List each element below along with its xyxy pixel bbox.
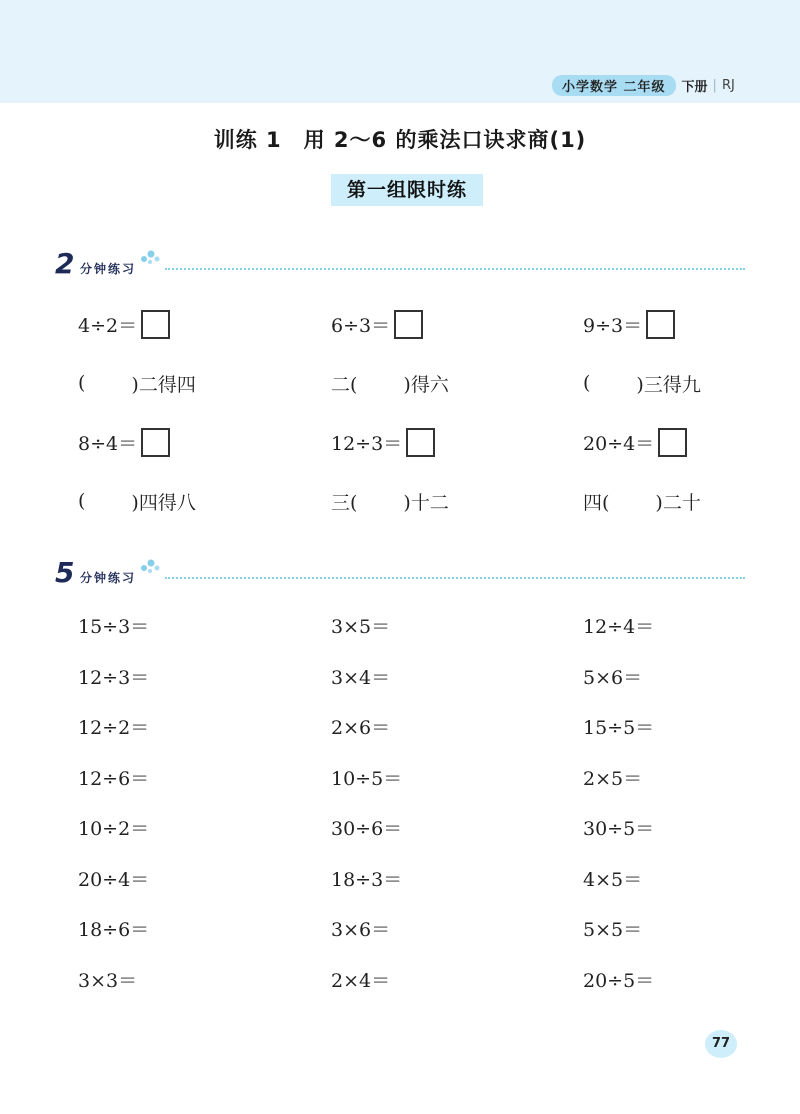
calculation-item[interactable]: 10÷5＝ bbox=[331, 767, 403, 790]
equation-text: 4÷2＝ bbox=[78, 314, 138, 337]
equation-text: 12÷3＝ bbox=[331, 432, 403, 455]
header-separator: | bbox=[712, 77, 717, 93]
calculation-item[interactable]: 20÷5＝ bbox=[583, 969, 655, 992]
calculation-item[interactable]: 18÷3＝ bbox=[331, 868, 403, 891]
calculation-item[interactable]: 3×5＝ bbox=[331, 615, 391, 638]
calculation-item[interactable]: 5×6＝ bbox=[583, 666, 643, 689]
answer-box[interactable] bbox=[394, 310, 423, 339]
division-with-box bbox=[78, 306, 170, 342]
exercise-row bbox=[0, 365, 800, 401]
calculation-item[interactable]: 3×4＝ bbox=[331, 666, 391, 689]
rhyme-suffix: )得六 bbox=[403, 373, 449, 396]
calculation-item[interactable]: 30÷5＝ bbox=[583, 817, 655, 840]
header-tag bbox=[552, 75, 735, 95]
section-divider bbox=[165, 577, 745, 579]
section-two-number: 2 bbox=[55, 247, 75, 280]
splash-icon bbox=[138, 247, 162, 267]
equation-text: 9÷3＝ bbox=[583, 314, 643, 337]
rhyme-suffix: )三得九 bbox=[636, 373, 701, 396]
multiplication-rhyme bbox=[78, 365, 196, 401]
page-number: 77 bbox=[705, 1030, 737, 1058]
exercise-row bbox=[0, 658, 800, 694]
rhyme-prefix: 四( bbox=[583, 491, 610, 514]
page-title: 训练 1 用 2～6 的乘法口诀求商(1) bbox=[213, 128, 587, 152]
division-with-box bbox=[331, 424, 435, 460]
multiplication-rhyme bbox=[583, 483, 701, 519]
calculation-item[interactable]: 2×4＝ bbox=[331, 969, 391, 992]
calculation-item[interactable]: 2×6＝ bbox=[331, 716, 391, 739]
rhyme-prefix: 三( bbox=[331, 491, 358, 514]
division-with-box bbox=[583, 306, 675, 342]
section-two-label: 分钟练习 bbox=[80, 262, 137, 276]
calculation-item[interactable]: 12÷4＝ bbox=[583, 615, 655, 638]
exercise-row bbox=[0, 759, 800, 795]
header-edition: RJ bbox=[721, 77, 735, 93]
calculation-item[interactable]: 3×6＝ bbox=[331, 918, 391, 941]
header-subject: 小学数学 二年级 bbox=[552, 75, 676, 96]
equation-text: 6÷3＝ bbox=[331, 314, 391, 337]
calculation-item[interactable]: 10÷2＝ bbox=[78, 817, 150, 840]
calculation-item[interactable]: 12÷6＝ bbox=[78, 767, 150, 790]
calculation-item[interactable]: 30÷6＝ bbox=[331, 817, 403, 840]
multiplication-rhyme bbox=[78, 483, 196, 519]
answer-box[interactable] bbox=[406, 428, 435, 457]
section-divider bbox=[165, 268, 745, 270]
section-five-number: 5 bbox=[55, 556, 75, 589]
group-title: 第一组限时练 bbox=[331, 174, 483, 206]
rhyme-suffix: )二十 bbox=[655, 491, 701, 514]
exercise-row bbox=[0, 860, 800, 896]
division-with-box bbox=[583, 424, 687, 460]
calculation-item[interactable]: 2×5＝ bbox=[583, 767, 643, 790]
exercise-row bbox=[0, 809, 800, 845]
rhyme-prefix: 二( bbox=[331, 373, 358, 396]
answer-box[interactable] bbox=[658, 428, 687, 457]
calculation-item[interactable]: 15÷5＝ bbox=[583, 716, 655, 739]
calculation-item[interactable]: 12÷2＝ bbox=[78, 716, 150, 739]
header-term: 下册 bbox=[681, 79, 708, 95]
division-with-box bbox=[78, 424, 170, 460]
exercise-row bbox=[0, 607, 800, 643]
section-five-label: 分钟练习 bbox=[80, 571, 137, 585]
rhyme-prefix: ( bbox=[78, 372, 86, 394]
exercise-row bbox=[0, 306, 800, 342]
calculation-item[interactable]: 15÷3＝ bbox=[78, 615, 150, 638]
exercise-row bbox=[0, 483, 800, 519]
rhyme-suffix: )二得四 bbox=[131, 373, 196, 396]
equation-text: 8÷4＝ bbox=[78, 432, 138, 455]
multiplication-rhyme bbox=[331, 365, 449, 401]
calculation-item[interactable]: 20÷4＝ bbox=[78, 868, 150, 891]
equation-text: 20÷4＝ bbox=[583, 432, 655, 455]
calculation-item[interactable]: 4×5＝ bbox=[583, 868, 643, 891]
exercise-row bbox=[0, 910, 800, 946]
division-with-box bbox=[331, 306, 423, 342]
answer-box[interactable] bbox=[141, 428, 170, 457]
exercise-row bbox=[0, 708, 800, 744]
exercise-row bbox=[0, 424, 800, 460]
answer-box[interactable] bbox=[141, 310, 170, 339]
multiplication-rhyme bbox=[583, 365, 701, 401]
calculation-item[interactable]: 18÷6＝ bbox=[78, 918, 150, 941]
calculation-item[interactable]: 3×3＝ bbox=[78, 969, 138, 992]
rhyme-suffix: )四得八 bbox=[131, 491, 196, 514]
rhyme-suffix: )十二 bbox=[403, 491, 449, 514]
exercise-row bbox=[0, 961, 800, 997]
rhyme-prefix: ( bbox=[78, 490, 86, 512]
multiplication-rhyme bbox=[331, 483, 449, 519]
answer-box[interactable] bbox=[646, 310, 675, 339]
rhyme-prefix: ( bbox=[583, 372, 591, 394]
section-five-header bbox=[50, 556, 750, 592]
splash-icon bbox=[138, 556, 162, 576]
section-two-header bbox=[50, 247, 750, 283]
calculation-item[interactable]: 5×5＝ bbox=[583, 918, 643, 941]
calculation-item[interactable]: 12÷3＝ bbox=[78, 666, 150, 689]
